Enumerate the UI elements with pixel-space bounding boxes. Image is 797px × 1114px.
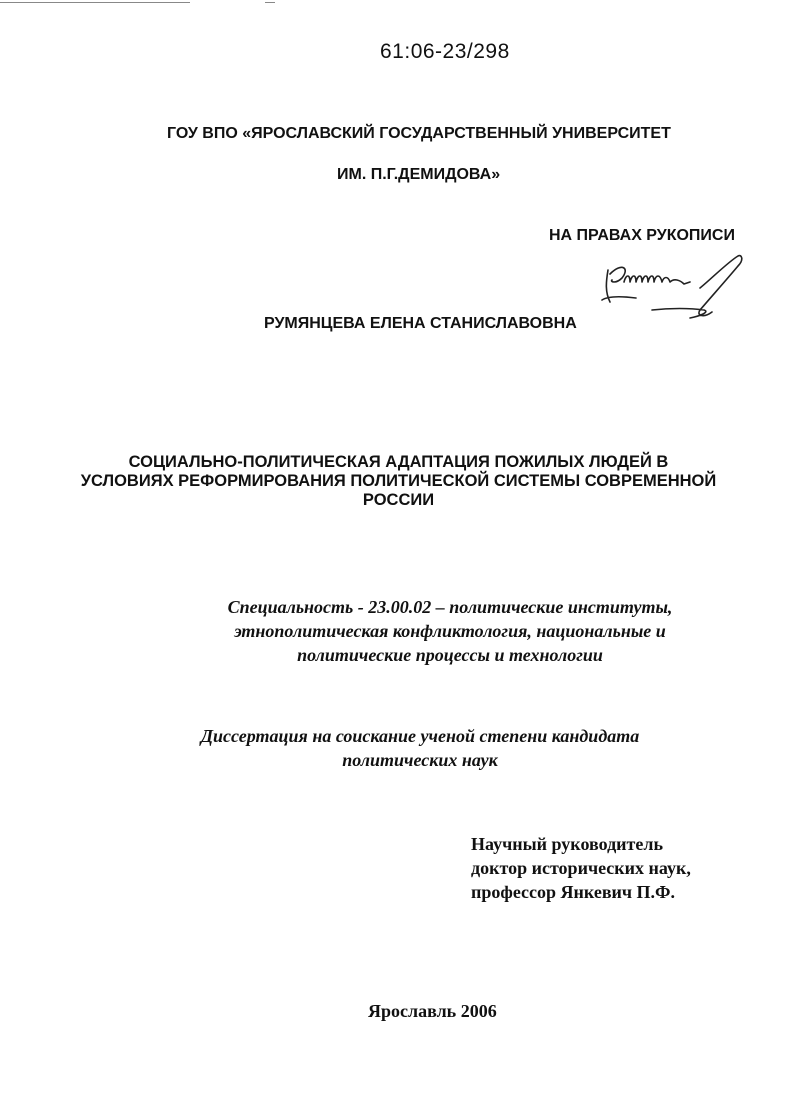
supervisor-line: Научный руководитель — [471, 834, 663, 854]
title-line: СОЦИАЛЬНО-ПОЛИТИЧЕСКАЯ АДАПТАЦИЯ ПОЖИЛЫХ ЛЮДЕЙ В — [128, 453, 669, 471]
title-line: РОССИИ — [362, 491, 435, 509]
scan-edge-mark — [0, 2, 190, 3]
specialty-line: этнополитическая конфликтология, национальные и — [234, 621, 666, 641]
title-line: УСЛОВИЯХ РЕФОРМИРОВАНИЯ ПОЛИТИЧЕСКОЙ СИСТЕМЫ СОВРЕМЕННОЙ — [80, 472, 717, 490]
catalog-number: 61:06-23/298 — [380, 40, 510, 63]
dissertation-title — [40, 453, 757, 510]
specialty-line: Специальность - 23.00.02 – политические институты, — [227, 597, 673, 617]
author-name: РУМЯНЦЕВА ЕЛЕНА СТАНИСЛАВОВНА — [264, 315, 577, 332]
degree-line: политических наук — [342, 750, 498, 770]
manuscript-rights-label: НА ПРАВАХ РУКОПИСИ — [549, 227, 735, 244]
supervisor-line: доктор исторических наук, — [471, 858, 691, 878]
city-year: Ярославль 2006 — [368, 1001, 497, 1021]
supervisor-block — [471, 832, 691, 904]
signature-icon — [600, 252, 750, 324]
scan-edge-mark — [265, 2, 275, 3]
specialty-line: политические процессы и технологии — [297, 645, 603, 665]
degree-line: Диссертация на соискание ученой степени кандидата — [200, 726, 640, 746]
university-name-line2: ИМ. П.Г.ДЕМИДОВА» — [337, 166, 501, 183]
specialty-block — [140, 595, 760, 667]
supervisor-line: профессор Янкевич П.Ф. — [471, 882, 676, 902]
degree-statement — [150, 724, 690, 772]
university-name-line1: ГОУ ВПО «ЯРОСЛАВСКИЙ ГОСУДАРСТВЕННЫЙ УНИВЕРСИТЕТ — [167, 125, 671, 142]
